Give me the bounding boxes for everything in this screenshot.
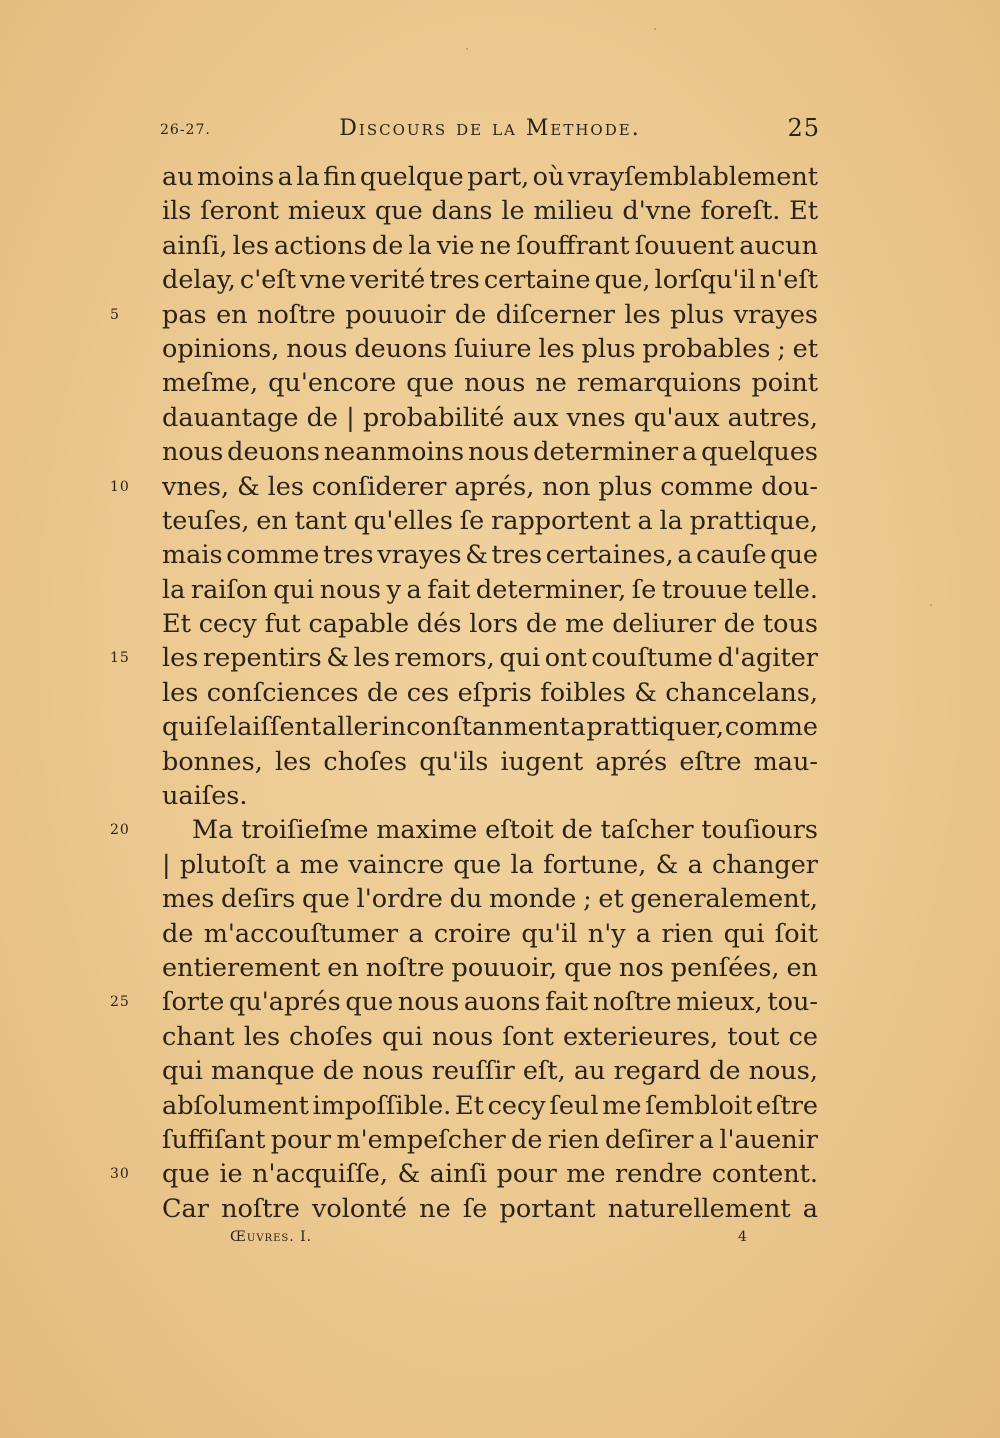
line-text: les conſciences de ces eſpris foibles & chancelans, bbox=[162, 677, 818, 708]
line-text: entierement en noſtre pouuoir, que nos penſées, en bbox=[162, 952, 818, 983]
text-line bbox=[110, 470, 818, 504]
text-line bbox=[162, 229, 818, 263]
text-line bbox=[162, 607, 818, 641]
text-line bbox=[162, 1054, 818, 1088]
line-text: abſolument impoſſible. Et cecy ſeul me ſembloit eſtre bbox=[162, 1090, 818, 1121]
text-line bbox=[162, 332, 818, 366]
line-number: 25 bbox=[110, 994, 130, 1011]
line-text: ils ſeront mieux que dans le milieu d'vne foreſt. Et bbox=[162, 196, 818, 227]
text-line bbox=[162, 1192, 818, 1226]
line-text: de m'accouſtumer a croire qu'il n'y a rien qui ſoit bbox=[162, 918, 818, 949]
text-line bbox=[162, 1123, 818, 1157]
line-text: au moins a la fin quelque part, où vrayſemblablement bbox=[162, 162, 818, 192]
line-text: la raiſon qui nous y a fait determiner, ſe trouue telle. bbox=[162, 574, 818, 605]
text-line bbox=[162, 160, 818, 194]
line-text: pas en noſtre pouuoir de diſcerner les plus vrayes bbox=[162, 299, 818, 330]
text-line bbox=[110, 1157, 818, 1191]
line-number: 30 bbox=[110, 1166, 130, 1183]
text-line bbox=[162, 573, 818, 607]
signature-number: 4 bbox=[738, 1229, 747, 1245]
text-line bbox=[162, 779, 818, 813]
paper-speck bbox=[654, 28, 656, 30]
line-text: teuſes, en tant qu'elles ſe rapportent a la prattique, bbox=[162, 505, 818, 536]
page-number: 25 bbox=[787, 114, 820, 142]
text-line bbox=[162, 401, 818, 435]
line-text: dauantage de | probabilité aux vnes qu'aux autres, bbox=[162, 402, 818, 433]
line-number: 20 bbox=[110, 822, 130, 839]
signature-mark: Œuvres. I. bbox=[230, 1229, 313, 1245]
line-text: opinions, nous deuons ſuiure les plus probables ; et bbox=[162, 333, 818, 364]
page-range: 26-27. bbox=[160, 122, 211, 138]
text-line bbox=[162, 710, 818, 744]
line-text: qui ſe laiſſent aller inconſtanment a prattiquer, comme bbox=[162, 712, 818, 743]
running-head bbox=[160, 112, 820, 148]
text-line bbox=[110, 641, 818, 675]
body-text bbox=[110, 160, 818, 1226]
line-text: mes deſirs que l'ordre du monde ; et generalement, bbox=[162, 884, 818, 915]
line-text: meſme, qu'encore que nous ne remarquions point bbox=[162, 368, 818, 399]
text-line bbox=[162, 504, 818, 538]
line-text: chant les choſes qui nous ſont exterieures, tout ce bbox=[162, 1021, 818, 1052]
line-text: qui manque de nous reuſſir eſt, au regard de nous, bbox=[162, 1056, 818, 1087]
text-line bbox=[162, 1089, 818, 1123]
page-title: Discours de la Methode. bbox=[339, 116, 641, 141]
text-line bbox=[162, 882, 818, 916]
text-line bbox=[162, 435, 818, 469]
line-text: mais comme tres vrayes & tres certaines, a cauſe que bbox=[162, 540, 818, 571]
line-text: Car noſtre volonté ne ſe portant naturellement a bbox=[162, 1193, 818, 1224]
line-text: nous deuons neanmoins nous determiner a quelques bbox=[162, 437, 818, 468]
line-text: uaiſes. bbox=[162, 781, 248, 812]
text-line bbox=[162, 848, 818, 882]
line-text: Et cecy fut capable dés lors de me deliurer de tous bbox=[162, 609, 818, 640]
line-number: 10 bbox=[110, 478, 130, 495]
text-line bbox=[162, 194, 818, 228]
line-text: bonnes, les choſes qu'ils iugent aprés eſtre mau- bbox=[162, 746, 818, 777]
paper-speck bbox=[930, 604, 932, 606]
text-line bbox=[162, 745, 818, 779]
text-line bbox=[162, 676, 818, 710]
line-number: 15 bbox=[110, 650, 130, 667]
line-text: ſorte qu'aprés que nous auons fait noſtre mieux, tou- bbox=[162, 987, 818, 1018]
line-text: vnes, & les conſiderer aprés, non plus comme dou- bbox=[162, 471, 818, 502]
line-text: delay, c'eſt vne verité tres certaine que, lorſqu'il n'eſt bbox=[162, 265, 818, 296]
text-line bbox=[162, 366, 818, 400]
line-text: ſuffiſant pour m'empeſcher de rien deſirer a l'auenir bbox=[162, 1124, 818, 1155]
page-footer bbox=[162, 1226, 818, 1250]
text-line bbox=[162, 263, 818, 297]
text-line bbox=[162, 1020, 818, 1054]
text-line bbox=[110, 985, 818, 1019]
line-text: Ma troiſieſme maxime eſtoit de taſcher touſiours bbox=[192, 815, 818, 846]
text-line bbox=[162, 917, 818, 951]
line-text: les repentirs & les remors, qui ont couſtume d'agiter bbox=[162, 643, 818, 674]
line-text: que ie n'acquiſſe, & ainſi pour me rendre content. bbox=[162, 1159, 818, 1190]
text-line bbox=[110, 298, 818, 332]
text-line bbox=[162, 951, 818, 985]
text-line bbox=[110, 813, 818, 847]
line-text: ainſi, les actions de la vie ne ſouffrant ſouuent aucun bbox=[162, 230, 818, 261]
paper-speck bbox=[466, 48, 468, 50]
line-number: 5 bbox=[110, 306, 120, 323]
text-line bbox=[162, 538, 818, 572]
line-text: | plutoſt a me vaincre que la fortune, & a changer bbox=[162, 849, 818, 880]
